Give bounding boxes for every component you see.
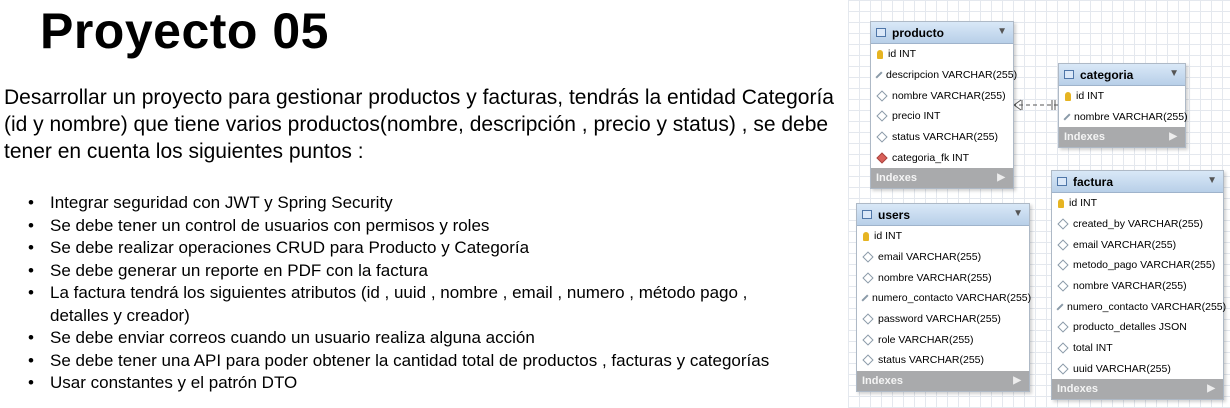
table-icon: [1057, 177, 1067, 186]
column-label: status VARCHAR(255): [878, 354, 985, 367]
column-row: [857, 329, 1029, 350]
column-label: nombre VARCHAR(255): [878, 271, 992, 284]
column-label: id INT: [1076, 90, 1105, 103]
bullet-item: • Se debe tener una API para poder obtener la cantidad total de productos , facturas y categorías: [28, 350, 858, 373]
column-diamond-icon: [875, 71, 882, 78]
column-label: numero_contacto VARCHAR(255): [1067, 300, 1227, 313]
column-diamond-icon: [862, 334, 873, 345]
column-row: [1059, 107, 1188, 128]
column-diamond-icon: [1057, 218, 1068, 229]
column-row: [871, 44, 1013, 65]
column-label: precio INT: [892, 110, 941, 123]
column-row: [1052, 193, 1223, 214]
primary-key-icon: [1058, 199, 1064, 208]
column-diamond-icon: [876, 90, 887, 101]
indexes-section[interactable]: [1059, 127, 1185, 147]
column-row: [857, 309, 1029, 330]
column-row: [1052, 276, 1223, 297]
column-label: role VARCHAR(255): [878, 333, 974, 346]
column-label: password VARCHAR(255): [878, 313, 1001, 326]
entity-name: users: [878, 207, 911, 222]
table-icon: [862, 210, 872, 219]
column-label: status VARCHAR(255): [892, 131, 999, 144]
expand-arrow-icon[interactable]: ▼: [997, 26, 1007, 37]
expand-arrow-icon[interactable]: ▼: [1207, 175, 1217, 186]
entity-header[interactable]: [1052, 171, 1223, 193]
column-row: [1052, 296, 1227, 317]
table-icon: [1064, 70, 1074, 79]
column-label: nombre VARCHAR(255): [1073, 280, 1187, 293]
column-row: [857, 226, 1029, 247]
relationship-connector: [1012, 98, 1060, 112]
column-row: [1052, 338, 1223, 359]
play-arrow-icon[interactable]: ▶: [997, 172, 1005, 184]
column-diamond-icon: [862, 313, 873, 324]
primary-key-icon: [1065, 92, 1071, 101]
indexes-label: Indexes: [1057, 383, 1098, 396]
column-row: [857, 267, 1029, 288]
play-arrow-icon[interactable]: ▶: [1013, 374, 1021, 386]
column-row: [857, 247, 1029, 268]
bullet-item: [28, 282, 858, 327]
column-row: [871, 106, 1013, 127]
column-diamond-icon: [862, 251, 873, 262]
column-row: [1052, 214, 1223, 235]
column-diamond-icon: [876, 111, 887, 122]
column-diamond-icon: [1057, 322, 1068, 333]
column-diamond-icon: [876, 131, 887, 142]
primary-key-icon: [863, 232, 869, 241]
column-row: [857, 350, 1029, 371]
column-row: [1052, 255, 1223, 276]
column-label: nombre VARCHAR(255): [892, 89, 1006, 102]
slide-title: Proyecto 05: [40, 3, 329, 59]
column-label: nombre VARCHAR(255): [1074, 111, 1188, 124]
column-diamond-icon: [1056, 303, 1063, 310]
column-label: numero_contacto VARCHAR(255): [872, 292, 1032, 305]
column-label: id INT: [1069, 197, 1098, 210]
entity-name: categoria: [1080, 67, 1134, 82]
column-label: descripcion VARCHAR(255): [886, 69, 1018, 82]
bullet-item: • Se debe generar un reporte en PDF con la factura: [28, 260, 858, 283]
column-row: [1052, 359, 1223, 380]
column-label: metodo_pago VARCHAR(255): [1073, 259, 1216, 272]
column-row: [871, 85, 1013, 106]
table-icon: [876, 28, 886, 37]
column-label: categoria_fk INT: [892, 151, 970, 164]
column-diamond-icon: [1057, 239, 1068, 250]
bullet-text: La factura tendrá los siguientes atributos (id , uuid , nombre , email , numero , método pago ,: [50, 283, 748, 302]
play-arrow-icon[interactable]: ▶: [1169, 131, 1177, 143]
column-diamond-icon: [1057, 363, 1068, 374]
play-arrow-icon[interactable]: ▶: [1207, 383, 1215, 395]
column-label: id INT: [888, 48, 917, 61]
entity-producto[interactable]: [870, 21, 1018, 189]
column-row: [871, 65, 1018, 86]
column-diamond-icon: [862, 272, 873, 283]
bullet-item: • Se debe tener un control de usuarios con permisos y roles: [28, 215, 858, 238]
indexes-section[interactable]: [871, 168, 1013, 188]
entity-header[interactable]: [871, 22, 1013, 44]
column-diamond-icon: [861, 295, 868, 302]
entity-categoria[interactable]: [1058, 63, 1186, 148]
requirements-list: [28, 192, 858, 395]
indexes-label: Indexes: [862, 374, 903, 387]
column-diamond-icon: [1057, 260, 1068, 271]
column-diamond-icon: [862, 355, 873, 366]
bullet-item: • Se debe enviar correos cuando un usuario realiza alguna acción: [28, 327, 858, 350]
entity-name: producto: [892, 25, 944, 40]
entity-factura[interactable]: [1051, 170, 1227, 400]
indexes-label: Indexes: [876, 172, 917, 185]
entity-header[interactable]: [1059, 64, 1185, 86]
column-diamond-icon: [1063, 113, 1070, 120]
column-label: id INT: [874, 230, 903, 243]
indexes-label: Indexes: [1064, 131, 1105, 144]
column-row: [871, 147, 1013, 168]
bullet-continuation: detalles y creador): [50, 305, 190, 325]
expand-arrow-icon[interactable]: ▼: [1169, 68, 1179, 79]
column-row: [857, 288, 1032, 309]
bullet-item: • Usar constantes y el patrón DTO: [28, 372, 858, 395]
column-label: uuid VARCHAR(255): [1073, 362, 1171, 375]
entity-users[interactable]: [856, 203, 1030, 392]
bullet-item: • Integrar seguridad con JWT y Spring Security: [28, 192, 858, 215]
column-diamond-icon: [1057, 342, 1068, 353]
indexes-section[interactable]: [857, 371, 1029, 391]
entity-header[interactable]: [857, 204, 1029, 226]
bullet-item: • Se debe realizar operaciones CRUD para Producto y Categoría: [28, 237, 858, 260]
column-row: [1052, 317, 1223, 338]
primary-key-icon: [877, 50, 883, 59]
column-label: total INT: [1073, 342, 1113, 355]
column-label: email VARCHAR(255): [878, 251, 982, 264]
foreign-key-icon: [876, 152, 887, 163]
column-label: created_by VARCHAR(255): [1073, 218, 1203, 231]
column-row: [1059, 86, 1185, 107]
column-label: email VARCHAR(255): [1073, 238, 1177, 251]
indexes-section[interactable]: [1052, 379, 1223, 399]
column-label: producto_detalles JSON: [1073, 321, 1187, 334]
intro-paragraph: Desarrollar un proyecto para gestionar productos y facturas, tendrás la entidad Categoría (id y nombre) que tiene varios productos(nombre, descripción , precio y status) , se debe tener en cuenta los siguientes puntos :: [4, 86, 834, 163]
column-row: [871, 127, 1013, 148]
column-row: [1052, 234, 1223, 255]
expand-arrow-icon[interactable]: ▼: [1013, 208, 1023, 219]
column-diamond-icon: [1057, 280, 1068, 291]
entity-name: factura: [1073, 174, 1114, 189]
